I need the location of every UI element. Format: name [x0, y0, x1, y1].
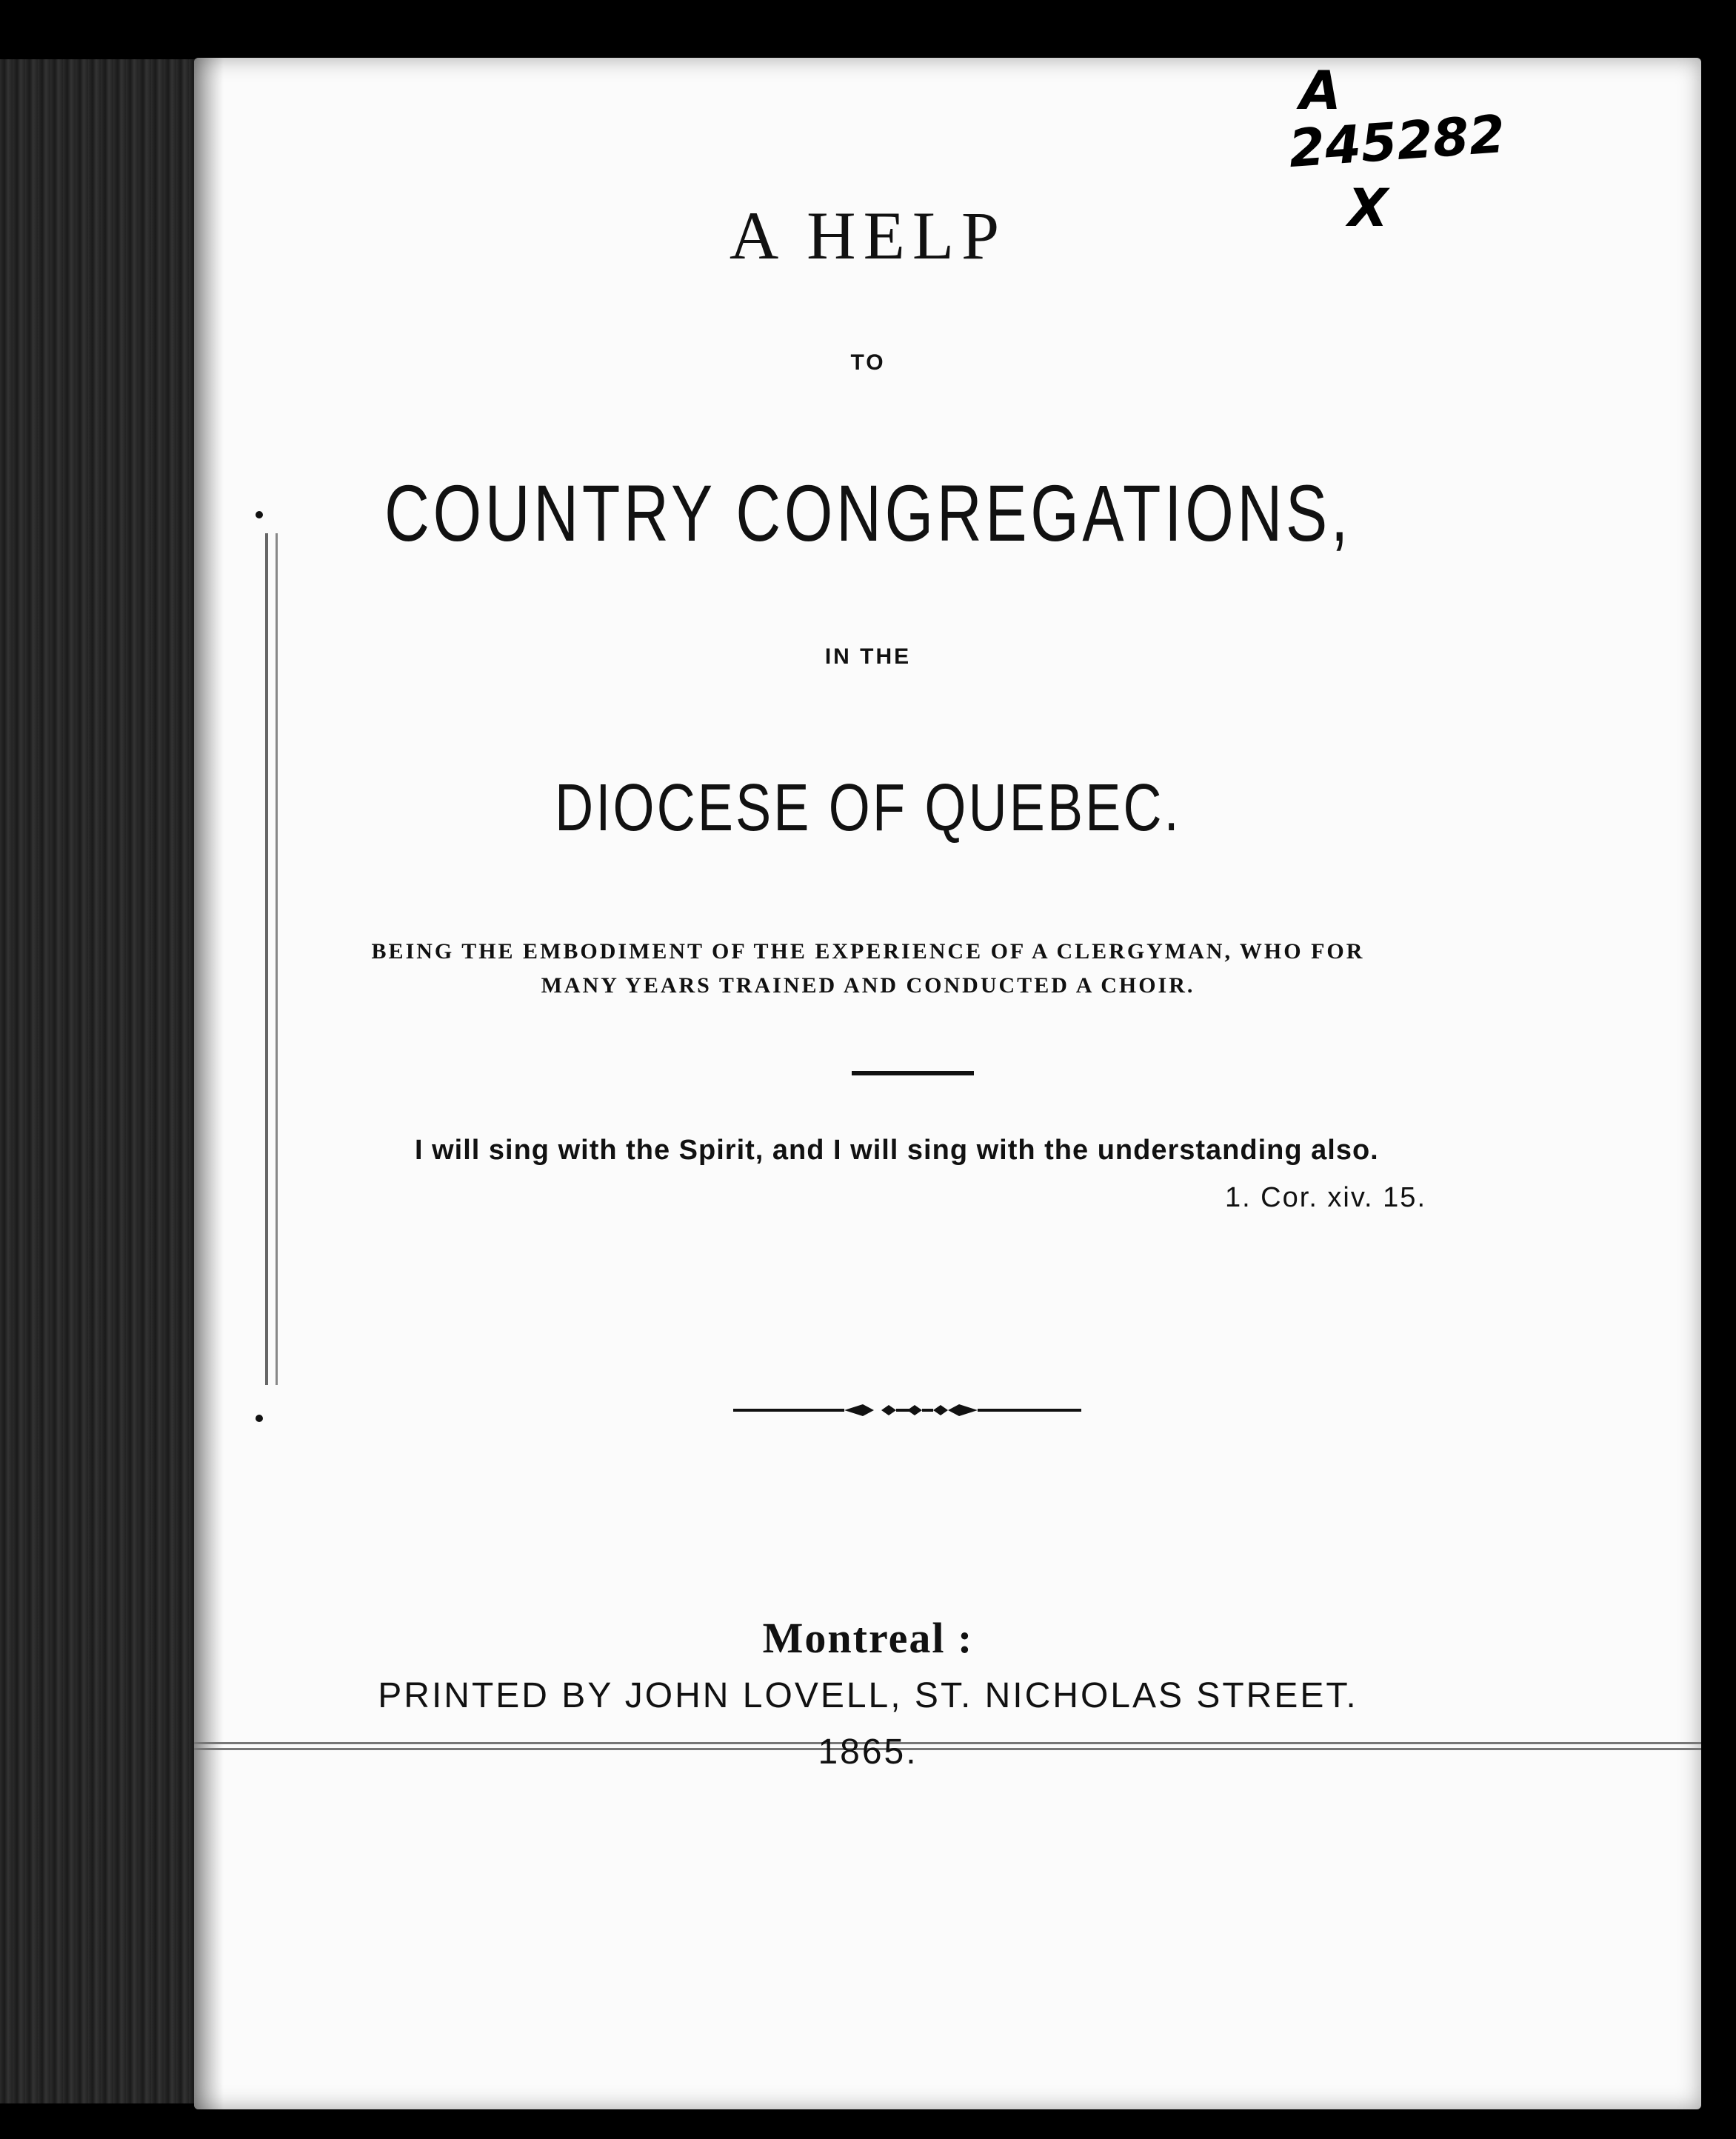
- subtitle: [0, 935, 1736, 1003]
- subtitle-line-1: BEING THE EMBODIMENT OF THE EXPERIENCE OF A CLERGYMAN, WHO FOR: [371, 939, 1365, 964]
- handwritten-call-number: 245282: [1286, 103, 1507, 180]
- title-line-2: COUNTRY CONGREGATIONS,: [384, 468, 1352, 558]
- divider-rule: [852, 1071, 974, 1075]
- title-connector-to: TO: [850, 350, 886, 375]
- imprint-year: 1865.: [818, 1732, 918, 1772]
- imprint-printer: PRINTED BY JOHN LOVELL, ST. NICHOLAS STREET.: [378, 1676, 1358, 1715]
- subtitle-line-2: MANY YEARS TRAINED AND CONDUCTED A CHOIR.: [541, 973, 1195, 998]
- title-connector-in-the: IN THE: [824, 644, 912, 669]
- margin-mark: [256, 511, 263, 518]
- title-line-1: A HELP: [729, 198, 1007, 273]
- handwritten-mark: X: [1348, 178, 1388, 238]
- epigraph: I will sing with the Spirit, and I will sing with the understanding also.: [415, 1135, 1379, 1166]
- handwritten-call-letter: A: [1300, 59, 1341, 121]
- epigraph-citation: 1. Cor. xiv. 15.: [1224, 1182, 1426, 1213]
- margin-rule: [265, 533, 268, 1385]
- ornament-divider: [733, 1395, 1081, 1425]
- title-line-3: DIOCESE OF QUEBEC.: [555, 771, 1181, 845]
- imprint-city: Montreal :: [762, 1614, 974, 1662]
- margin-rule: [276, 533, 278, 1385]
- margin-mark: [256, 1415, 263, 1422]
